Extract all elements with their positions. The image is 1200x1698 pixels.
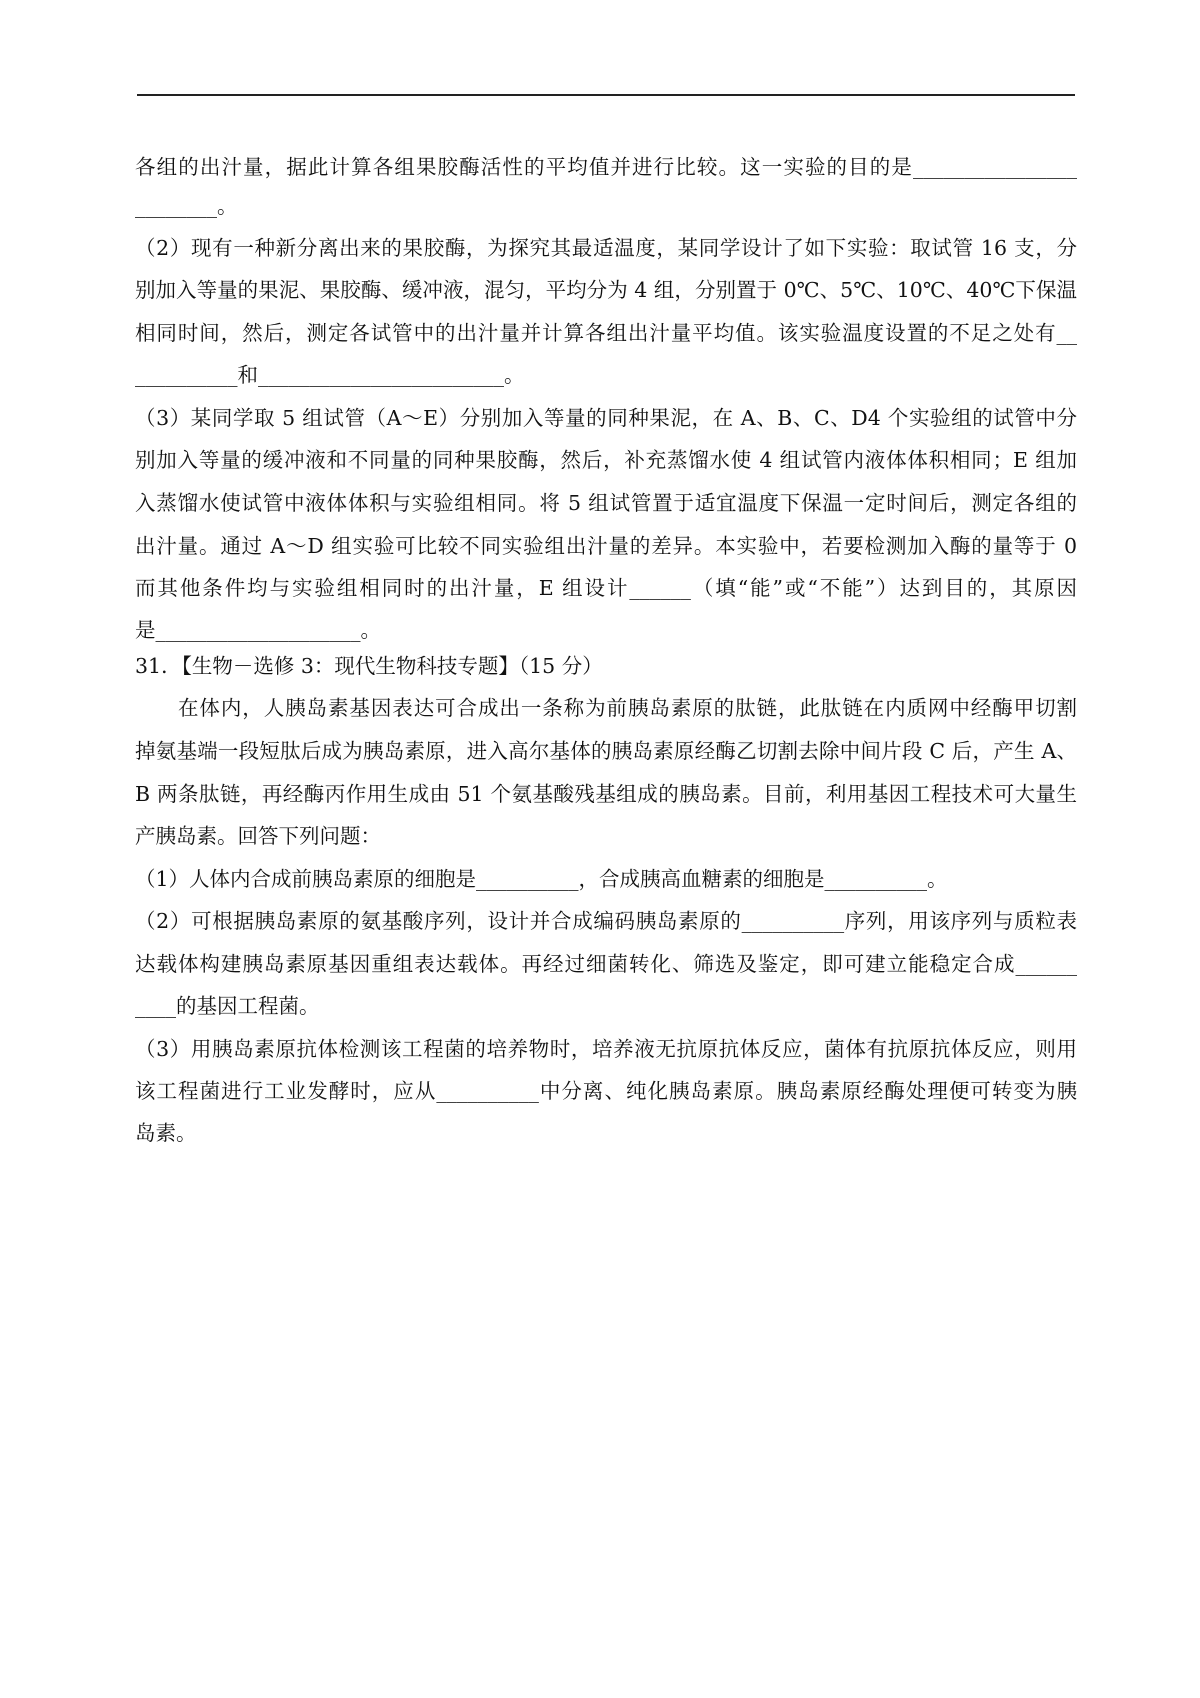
text-line: ____的基因工程菌。 — [135, 994, 320, 1018]
text-line: 岛素。 — [135, 1121, 197, 1145]
text-line: __________和________________________。 — [135, 363, 525, 387]
text-line: 达载体构建胰岛素原基因重组表达载体。再经过细菌转化、筛选及鉴定，即可建立能稳定合成______ — [135, 952, 1077, 976]
text-line: 入蒸馏水使试管中液体体积与实验组相同。将 5 组试管置于适宜温度下保温一定时间后，测定各组的 — [135, 491, 1077, 515]
text-line: （2）可根据胰岛素原的氨基酸序列，设计并合成编码胰岛素原的__________序列，用该序列与质粒表 — [135, 909, 1077, 933]
text-line: （3）用胰岛素原抗体检测该工程菌的培养物时，培养液无抗原抗体反应，菌体有抗原抗体反应，则用 — [135, 1037, 1077, 1061]
text-line: 相同时间，然后，测定各试管中的出汁量并计算各组出汁量平均值。该实验温度设置的不足之处有__ — [135, 321, 1077, 345]
text-line: B 两条肽链，再经酶丙作用生成由 51 个氨基酸残基组成的胰岛素。目前，利用基因工程技术可大量生 — [135, 782, 1077, 806]
header-rule — [137, 94, 1075, 96]
text-line: （3）某同学取 5 组试管（A～E）分别加入等量的同种果泥，在 A、B、C、D4 个实验组的试管中分 — [135, 406, 1077, 430]
text-line: 出汁量。通过 A～D 组实验可比较不同实验组出汁量的差异。本实验中，若要检测加入酶的量等于 0 — [135, 534, 1077, 558]
text-line: 掉氨基端一段短肽后成为胰岛素原，进入高尔基体的胰岛素原经酶乙切割去除中间片段 C 后，产生 A、 — [135, 739, 1077, 763]
text-line: 各组的出汁量，据此计算各组果胶酶活性的平均值并进行比较。这一实验的目的是________________ — [135, 155, 1077, 179]
text-line: 别加入等量的果泥、果胶酶、缓冲液，混匀，平均分为 4 组，分别置于 0℃、5℃、10℃、40℃下保温 — [135, 278, 1077, 302]
text-line: ________。 — [135, 194, 238, 218]
question-heading: 31．【生物－选修 3：现代生物科技专题】（15 分） — [135, 654, 603, 678]
text-line: （1）人体内合成前胰岛素原的细胞是__________，合成胰高血糖素的细胞是__________。 — [135, 867, 948, 891]
text-line: 别加入等量的缓冲液和不同量的同种果胶酶，然后，补充蒸馏水使 4 组试管内液体体积相同；E 组加 — [135, 448, 1077, 472]
text-line: 而其他条件均与实验组相同时的出汁量，E 组设计______（填“能”或“不能”）达到目的，其原因 — [135, 576, 1077, 600]
text-line: 是____________________。 — [135, 618, 381, 642]
text-line: （2）现有一种新分离出来的果胶酶，为探究其最适温度，某同学设计了如下实验：取试管 16 支，分 — [135, 236, 1077, 260]
text-line: 在体内，人胰岛素基因表达可合成出一条称为前胰岛素原的肽链，此肽链在内质网中经酶甲切割 — [178, 696, 1077, 720]
text-line: 该工程菌进行工业发酵时，应从__________中分离、纯化胰岛素原。胰岛素原经酶处理便可转变为胰 — [135, 1079, 1077, 1103]
text-line: 产胰岛素。回答下列问题： — [135, 824, 381, 848]
